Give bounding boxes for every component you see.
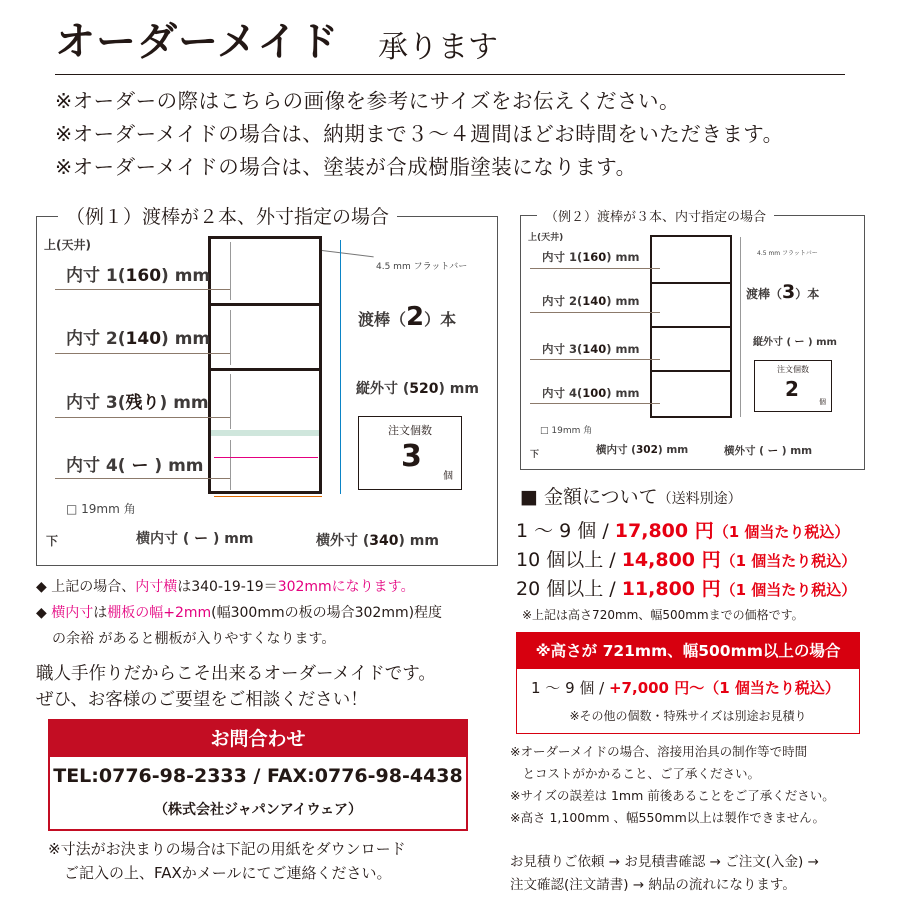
example1-bars: 渡棒（2）本: [358, 302, 457, 332]
price-row-3: 20 個以上 / 11,800 円（1 個当たり税込）: [516, 578, 857, 600]
price-row-2: 10 個以上 / 14,800 円（1 個当たり税込）: [516, 549, 857, 571]
example2-row-2-line: [530, 312, 660, 313]
example1-row-3-line: [55, 417, 230, 418]
example2-outer-height: 縦外寸 ( ー ) mm: [753, 337, 837, 348]
price-row-1: 1 ～ 9 個 / 17,800 円（1 個当たり税込）: [516, 520, 850, 542]
example2-row-1-line: [530, 268, 660, 269]
example2-outer-height-arrow: [740, 237, 741, 417]
right-note-2: とコストがかかること、ご了承ください。: [510, 766, 761, 781]
page-title-suffix: 承ります: [378, 30, 498, 65]
example2-order-value: 2: [785, 377, 799, 401]
example2-title: （例２）渡棒が３本、内寸指定の場合: [537, 206, 774, 225]
tall-size-note: ※その他の個数・特殊サイズは別途お見積り: [569, 709, 807, 723]
example1-order-box: [358, 416, 462, 490]
example1-flat-bar-label: 4.5 mm フラットバー: [376, 262, 468, 272]
example1-outer-width-arrow: [214, 496, 322, 497]
example2-top-label: 上(天井): [528, 233, 564, 243]
example2-order-title: 注文個数: [777, 365, 809, 374]
example2-shelf-bar-3: [650, 370, 732, 372]
right-note-4: ※高さ 1,100mm 、幅550mm以上は製作できません。: [510, 810, 826, 825]
tall-size-box: [516, 632, 860, 734]
example2-row-3: 内寸 3(140) mm: [542, 342, 640, 356]
note-line-3: ※オーダーメイドの場合は、塗装が合成樹脂塗装になります。: [55, 155, 637, 179]
example1-title: （例１）渡棒が２本、外寸指定の場合: [58, 202, 397, 229]
note-line-1: ※オーダーの際はこちらの画像を参考にサイズをお伝えください。: [55, 89, 681, 113]
example1-dim-4: [230, 440, 231, 490]
pricing-heading: ■ 金額について（送料別途）: [520, 486, 742, 508]
example1-shelf-board: [211, 430, 319, 436]
example2-order-box: [754, 360, 832, 412]
example1-row-4: 内寸 4( ー ) mm: [66, 456, 204, 476]
example2-order-unit: 個: [819, 398, 826, 406]
example1-row-2-line: [55, 353, 230, 354]
left-note-3: の余裕 があると棚板が入りやすくなります。: [52, 631, 336, 647]
example2-row-1: 内寸 1(160) mm: [542, 250, 640, 264]
example1-row-1-line: [55, 289, 230, 290]
example1-inner-width: 横内寸 ( ー ) mm: [136, 531, 254, 547]
example1-shelf-frame: [208, 236, 322, 494]
example1-order-value: 3: [401, 439, 422, 474]
example1-shelf-bar-2: [208, 368, 322, 371]
example2-row-4-line: [530, 403, 660, 404]
example1-inner-width-arrow: [214, 457, 318, 458]
example1-bottom-label: 下: [46, 534, 59, 548]
example2-shelf-bar-2: [650, 326, 732, 328]
example1-dim-2: [230, 310, 231, 365]
example2-bars: 渡棒（3）本: [746, 281, 820, 303]
example1-outer-width: 横外寸 (340) mm: [316, 533, 439, 549]
note-line-2: ※オーダーメイドの場合は、納期まで３～４週間ほどお時間をいただきます。: [55, 122, 784, 146]
example1-row-3: 内寸 3(残り) mm: [66, 393, 209, 413]
example1-row-1: 内寸 1(160) mm: [66, 266, 211, 286]
craft-line-1: 職人手作りだからこそ出来るオーダーメイドです。: [36, 664, 436, 684]
contact-tel-fax: TEL:0776-98-2333 / FAX:0776-98-4438: [53, 765, 463, 787]
contact-heading: お問合わせ: [50, 721, 466, 757]
example1-shelf-bar-1: [208, 303, 322, 306]
example2-square-label: □ 19mm 角: [540, 426, 593, 436]
flow-line-2: 注文確認(注文請書) → 納品の流れになります。: [510, 877, 796, 893]
craft-line-2: ぜひ、お客様のご要望をご相談ください！: [36, 690, 368, 710]
contact-box: [48, 719, 468, 831]
example1-row-2: 内寸 2(140) mm: [66, 329, 211, 349]
example1-top-label: 上(天井): [44, 238, 91, 252]
example1-dim-1: [230, 242, 231, 300]
example1-square-label: □ 19mm 角: [66, 502, 136, 516]
example1-row-4-line: [55, 478, 230, 479]
example2-outer-width: 横外寸 ( ー ) mm: [724, 445, 813, 457]
left-note-2: ◆ 横内寸は棚板の幅+2mm(幅300mmの板の場合302mm)程度: [36, 605, 443, 621]
download-note-1: ※寸法がお決まりの場合は下記の用紙をダウンロード: [48, 840, 406, 858]
right-note-1: ※オーダーメイドの場合、溶接用治具の制作等で時間: [510, 744, 808, 759]
right-note-3: ※サイズの誤差は 1mm 前後あることをご了承ください。: [510, 788, 835, 803]
example1-order-title: 注文個数: [388, 424, 432, 437]
left-note-1: ◆ 上記の場合、内寸横は340-19-19＝302mmになります。: [36, 579, 415, 595]
tall-size-price: 1 ～ 9 個 / +7,000 円～（1 個当たり税込）: [531, 679, 840, 697]
price-limit-note: ※上記は高さ720mm、幅500mmまでの価格です。: [522, 608, 804, 622]
flow-line-1: お見積りご依頼 → お見積書確認 → ご注文(入金) →: [510, 854, 819, 870]
example2-row-4: 内寸 4(100) mm: [542, 386, 640, 400]
example2-shelf-bar-1: [650, 282, 732, 284]
contact-company: （株式会社ジャパンアイウェア）: [154, 802, 362, 818]
example1-order-unit: 個: [443, 471, 453, 482]
page-title: オーダーメイド: [55, 19, 340, 65]
example1-outer-height: 縦外寸 (520) mm: [356, 381, 479, 397]
example2-inner-width: 横内寸 (302) mm: [596, 444, 689, 456]
title-divider: [55, 74, 845, 75]
example2-row-3-line: [530, 359, 660, 360]
download-note-2: ご記入の上、FAXかメールにてご連絡ください。: [64, 864, 392, 882]
example1-outer-height-arrow: [340, 240, 341, 494]
example1-dim-3: [230, 374, 231, 429]
tall-size-heading: ※高さが 721mm、幅500mm以上の場合: [517, 633, 859, 669]
example2-flat-bar-label: 4.5 mm フラットバー: [757, 250, 818, 257]
example2-bottom-label: 下: [530, 450, 540, 460]
example2-row-2: 内寸 2(140) mm: [542, 294, 640, 308]
